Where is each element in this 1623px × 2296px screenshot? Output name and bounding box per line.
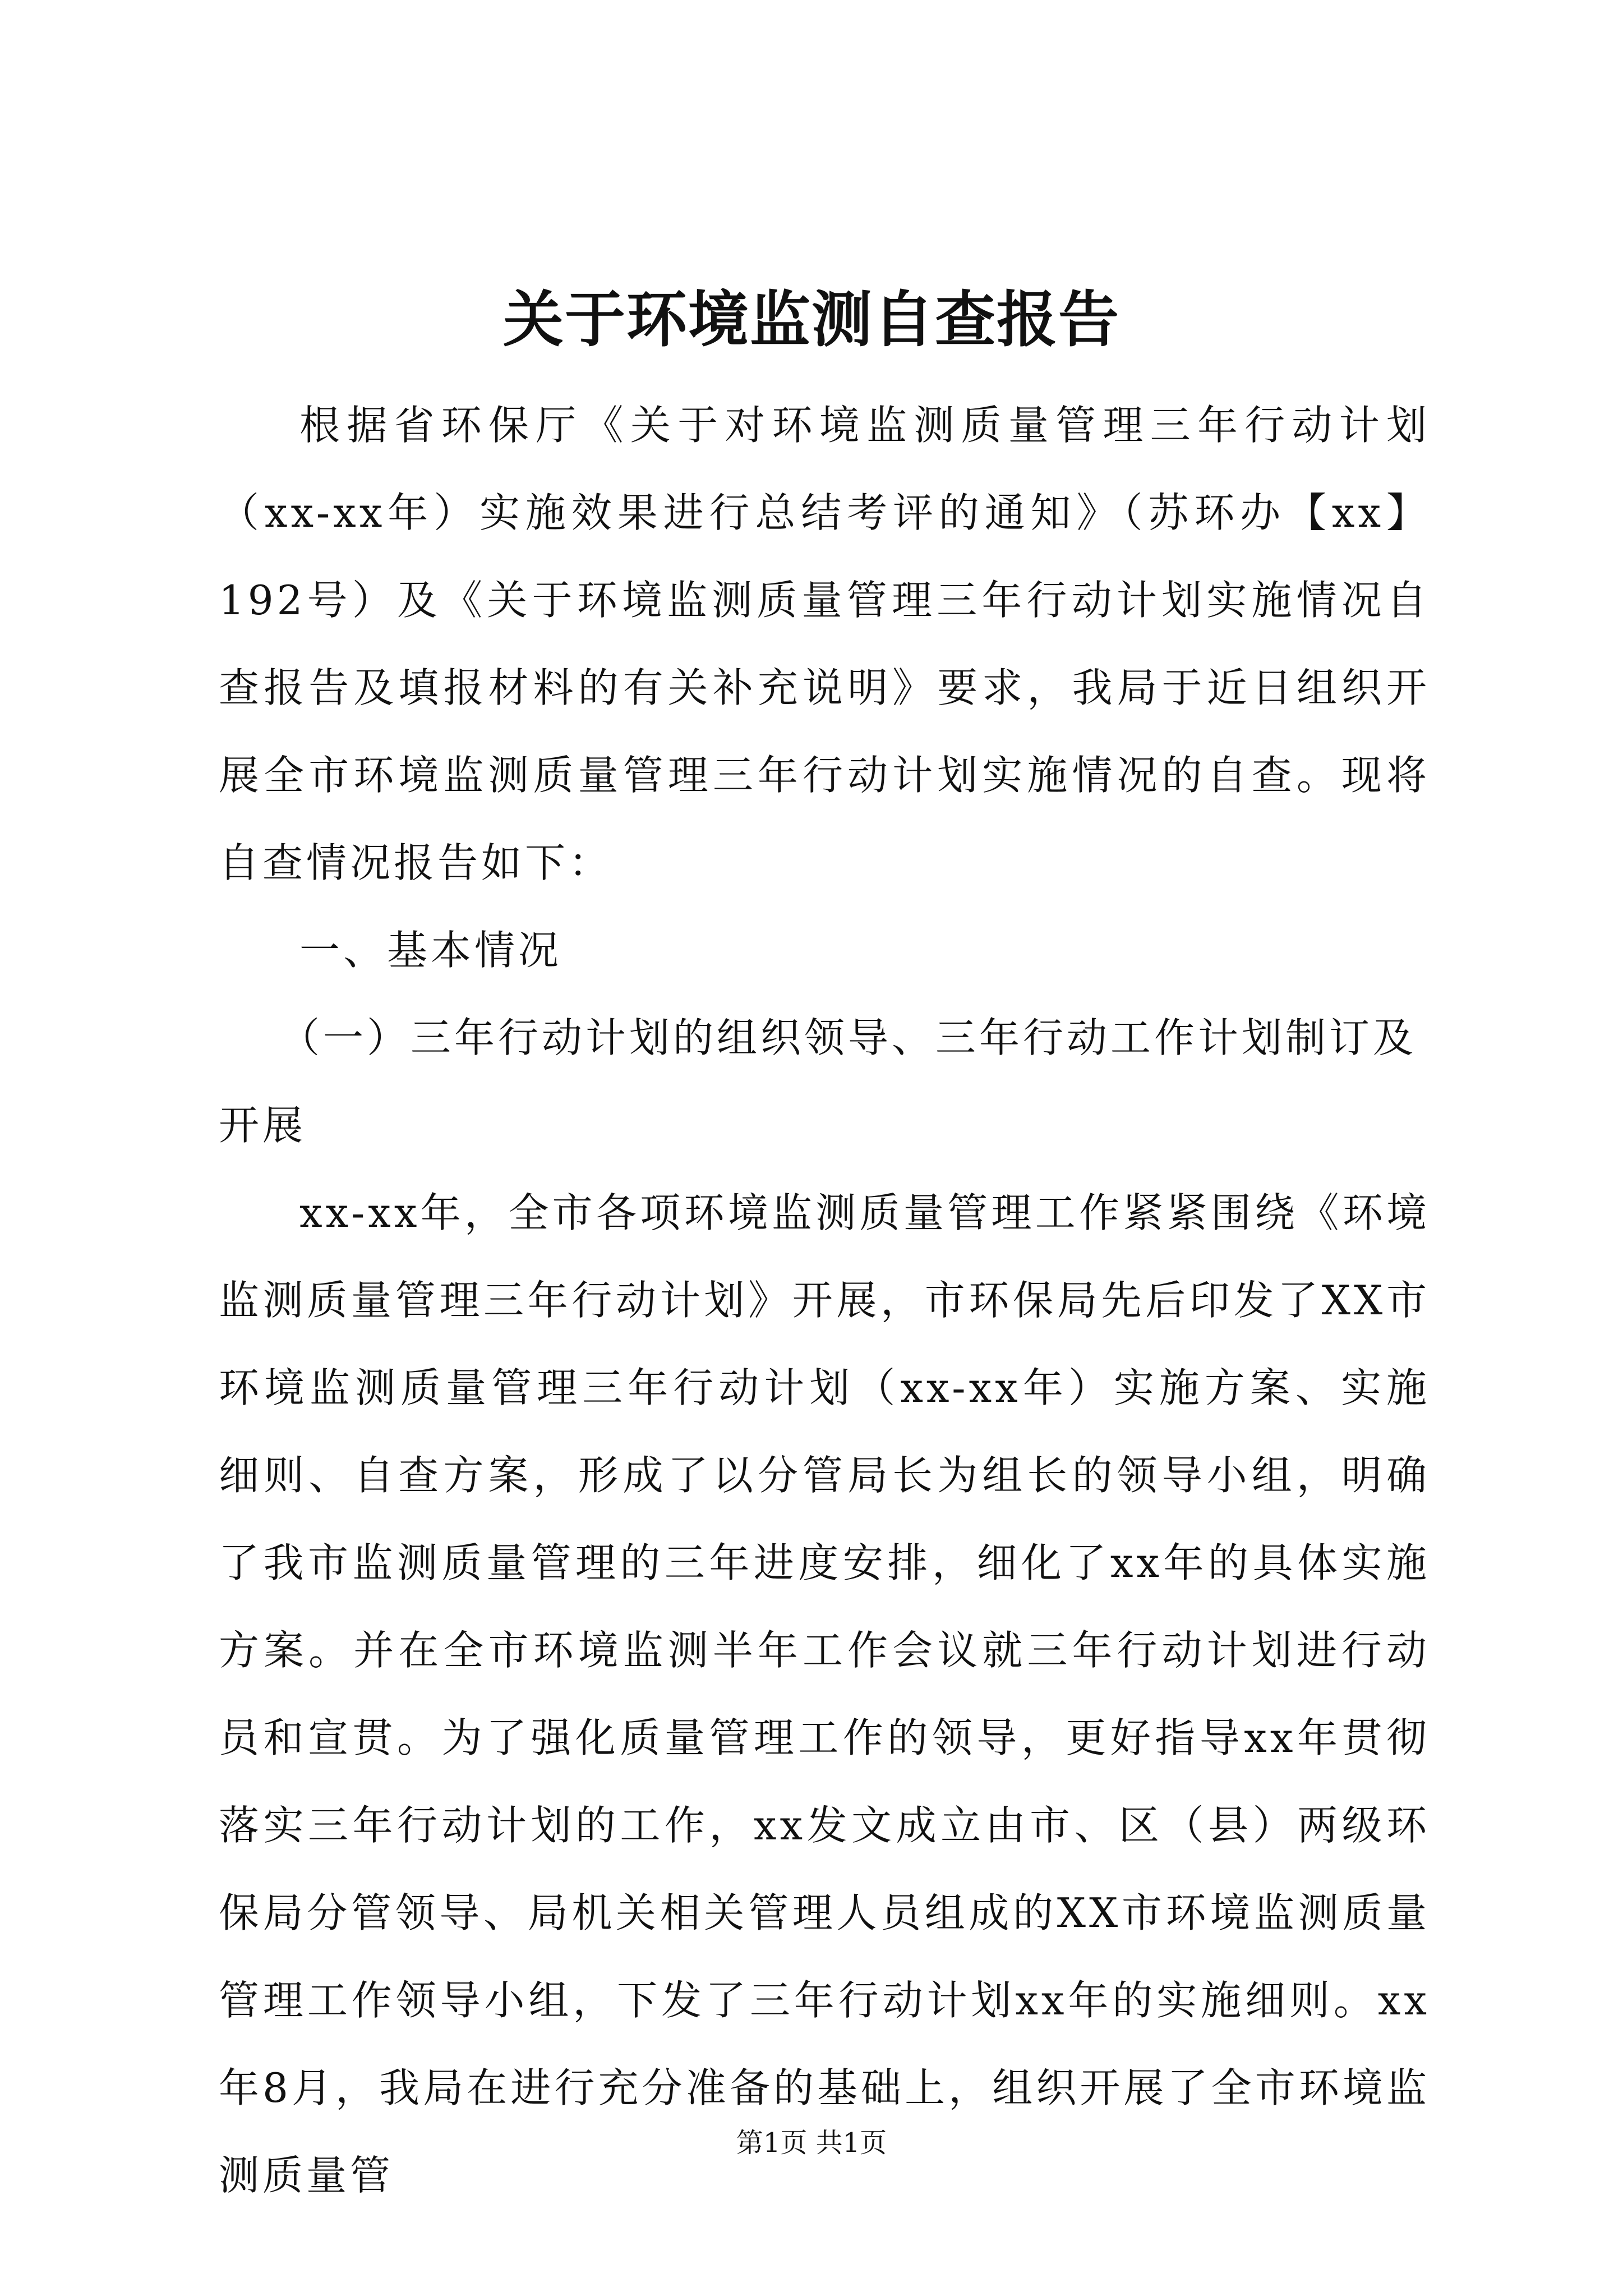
page-footer: 第1页 共1页 bbox=[736, 2127, 887, 2159]
section-heading: 一、基本情况 bbox=[299, 927, 562, 974]
document-title: 关于环境监测自查报告 bbox=[502, 284, 1120, 355]
body-paragraph: xx-xx年，全市各项环境监测质量管理工作紧紧围绕《环境监测质量管理三年行动计划》开展，市环保局先后印发了XX市环境监测质量管理三年行动计划（xx-xx年）实施方案、实施细则、自查方案，形成了以分管局长为组长的领导小组，明确了我市监测质量管理的三年进度安排，细化了xx年的具体实施方案。并在全市环境监测半年工作会议就三年行动计划进行动员和宣贯。为了强化质量管理工作的领导，更好指导xx年贯彻落实三年行动计划的工作，xx发文成立由市、区（县）两级环保局分管领导、局机关相关管理人员组成的XX市环境监测质量管理工作领导小组，下发了三年行动计划xx年的实施细则。xx年8月，我局在进行充分准备的基础上，组织开展了全市环境监测质量管 bbox=[219, 1189, 1430, 2199]
document-body bbox=[219, 381, 1430, 2219]
intro-paragraph: 根据省环保厅《关于对环境监测质量管理三年行动计划（xx-xx年）实施效果进行总结考评的通知》（苏环办【xx】192号）及《关于环境监测质量管理三年行动计划实施情况自查报告及填报材料的有关补充说明》要求，我局于近日组织开展全市环境监测质量管理三年行动计划实施情况的自查。现将自查情况报告如下： bbox=[219, 402, 1430, 886]
subsection-heading: （一）三年行动计划的组织领导、三年行动工作计划制订及开展 bbox=[219, 1014, 1417, 1149]
